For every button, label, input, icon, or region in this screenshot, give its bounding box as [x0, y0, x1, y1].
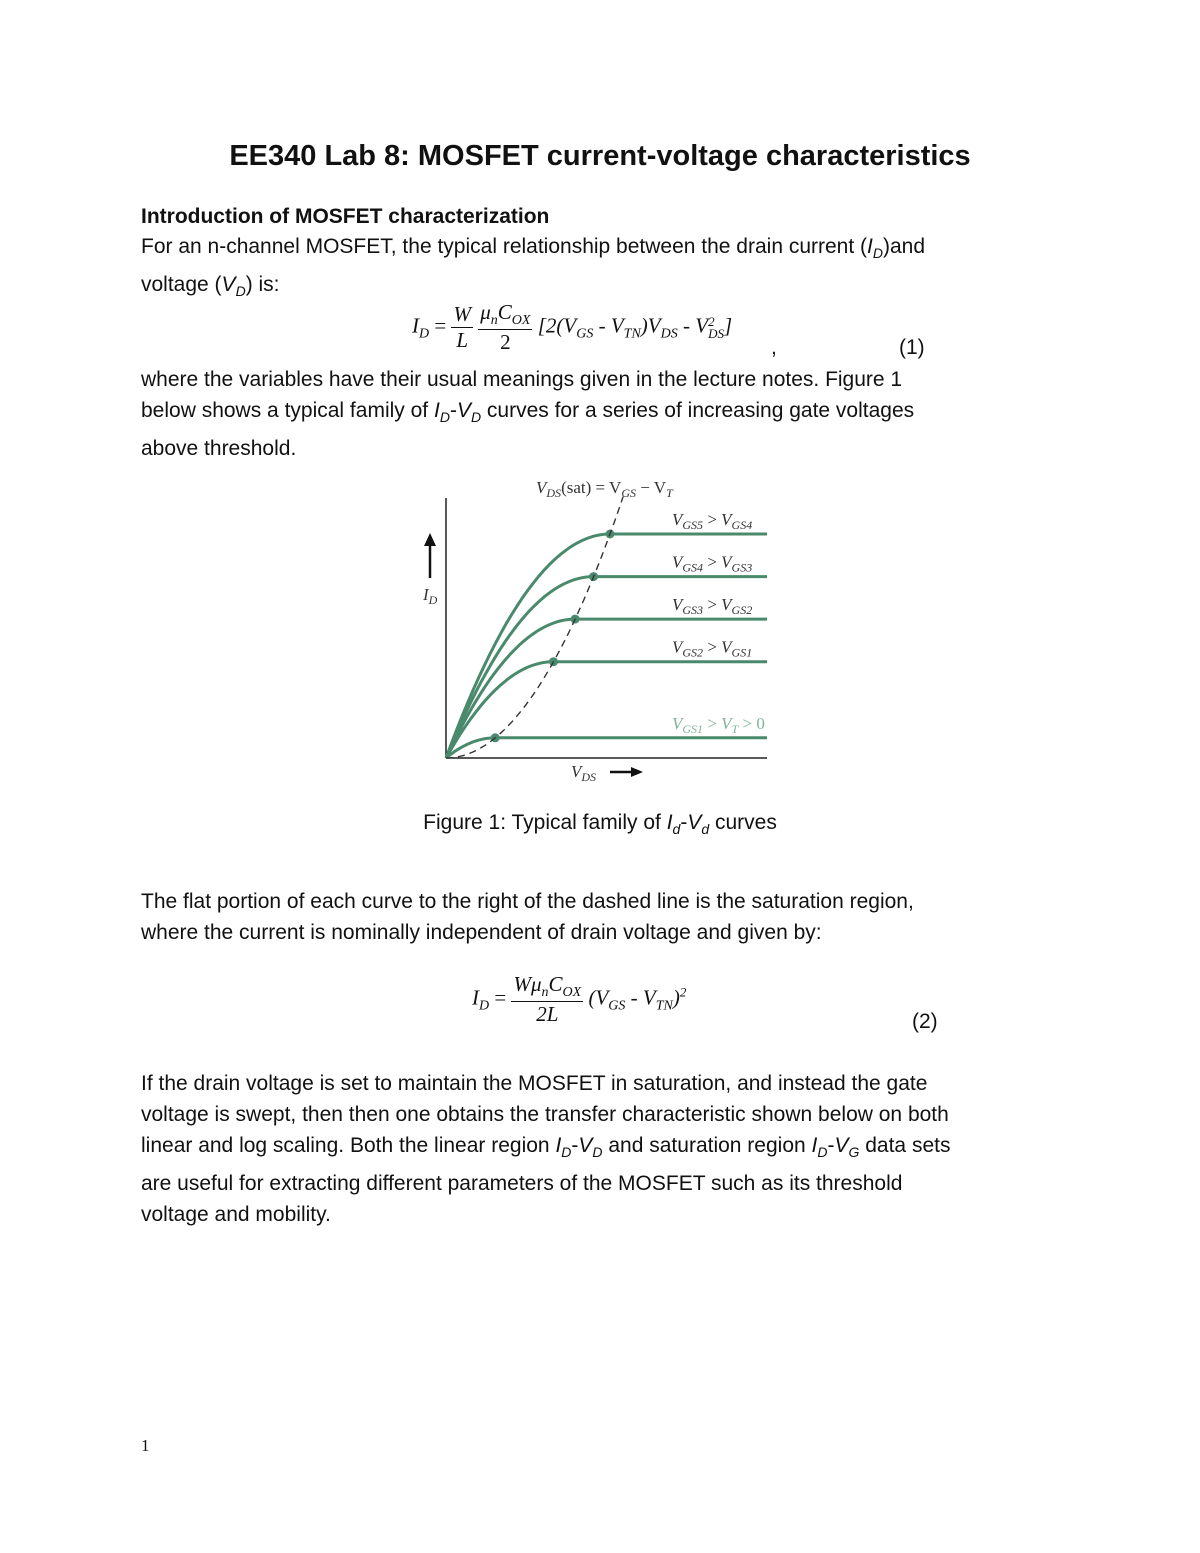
curve-label-3: $V_{GS3} > V_{GS2}$ — [672, 595, 753, 618]
paragraph-3 — [141, 886, 1061, 948]
para4-line-2: voltage is swept, then then one obtains the transfer characteristic shown below on both — [141, 1103, 949, 1126]
para4-line-1: If the drain voltage is set to maintain the MOSFET in saturation, and instead the gate — [141, 1072, 928, 1095]
x-axis-label: $V_{DS}$ — [571, 762, 597, 784]
y-arrow-head — [424, 533, 436, 546]
para3-line-2: where the current is nominally independent of drain voltage and given by: — [141, 921, 822, 944]
curve-label-1: $V_{GS1} > V_T > 0$ — [672, 713, 765, 736]
id-vd-curves-figure — [405, 470, 785, 790]
y-axis-label: $I_D$ — [423, 585, 438, 607]
curve-label-4: $V_{GS4} > V_{GS3}$ — [672, 552, 753, 575]
page-title: EE340 Lab 8: MOSFET current-voltage characteristics — [229, 140, 971, 172]
equation-2: $I_D$ = $\frac{W\mu_nC_{OX}}{2L}$ $(V_{GS} - V_{TN})^2$ — [472, 972, 687, 1027]
intro-line-2: voltage $(V_D)$ is: — [141, 273, 280, 300]
para2-line-2: below shows a typical family of $I_D-V_D$ curves for a series of increasing gate voltages — [141, 399, 915, 426]
eq2-number: (2) — [912, 1010, 938, 1033]
eq1-number: (1) — [899, 336, 925, 359]
para4-line-5: voltage and mobility. — [141, 1203, 331, 1227]
vds-sat-equation-label: $V_{DS}(sat) = V_{GS} - V_T$ — [536, 478, 673, 500]
figure-caption: Figure 1: Typical family of $I_d-V_d$ curves — [423, 811, 777, 838]
page-number: 1 — [141, 1436, 150, 1455]
paragraph-2 — [141, 364, 1061, 464]
equation-1: $I_D$ = $\frac{W}{L}$ $\frac{\mu_nC_{OX}}{2}$ [$2(V_{GS} - V_{TN})V_{DS}$ - V 2 DS ] — [412, 300, 733, 355]
eq2-fraction: $\frac{W\mu_nC_{OX}}{2L}$ — [513, 972, 582, 1027]
para2-line-1: where the variables have their usual meanings given in the lecture notes. Figure 1 — [141, 368, 903, 391]
para4-line-4: are useful for extracting different parameters of the MOSFET such as its threshold — [141, 1172, 903, 1196]
curve-label-5: $V_{GS5} > V_{GS4}$ — [672, 510, 753, 532]
eq1-comma: , — [771, 336, 777, 359]
para3-line-1: The flat portion of each curve to the right of the dashed line is the saturation region, — [141, 890, 914, 913]
para2-line-3: above threshold. — [141, 437, 297, 461]
intro-paragraph — [141, 231, 1061, 307]
x-arrow-head — [631, 767, 643, 777]
eq1-fraction-mobility: $\frac{\mu_nC_{OX}}{2}$ — [480, 300, 531, 355]
intro-line-1: For an n-channel MOSFET, the typical relationship between the drain current $(I_D)and$ — [141, 235, 926, 262]
curve-label-2: $V_{GS2} > V_{GS1}$ — [672, 637, 753, 660]
paragraph-4 — [141, 1068, 1061, 1230]
eq1-fraction-w-over-l: $\frac{W}{L}$ — [453, 302, 471, 353]
para4-line-3: linear and log scaling. Both the linear region $I_D-V_D$ and saturation region $I_D-V_G$ data sets — [141, 1134, 951, 1161]
section-heading: Introduction of MOSFET characterization — [141, 205, 550, 228]
